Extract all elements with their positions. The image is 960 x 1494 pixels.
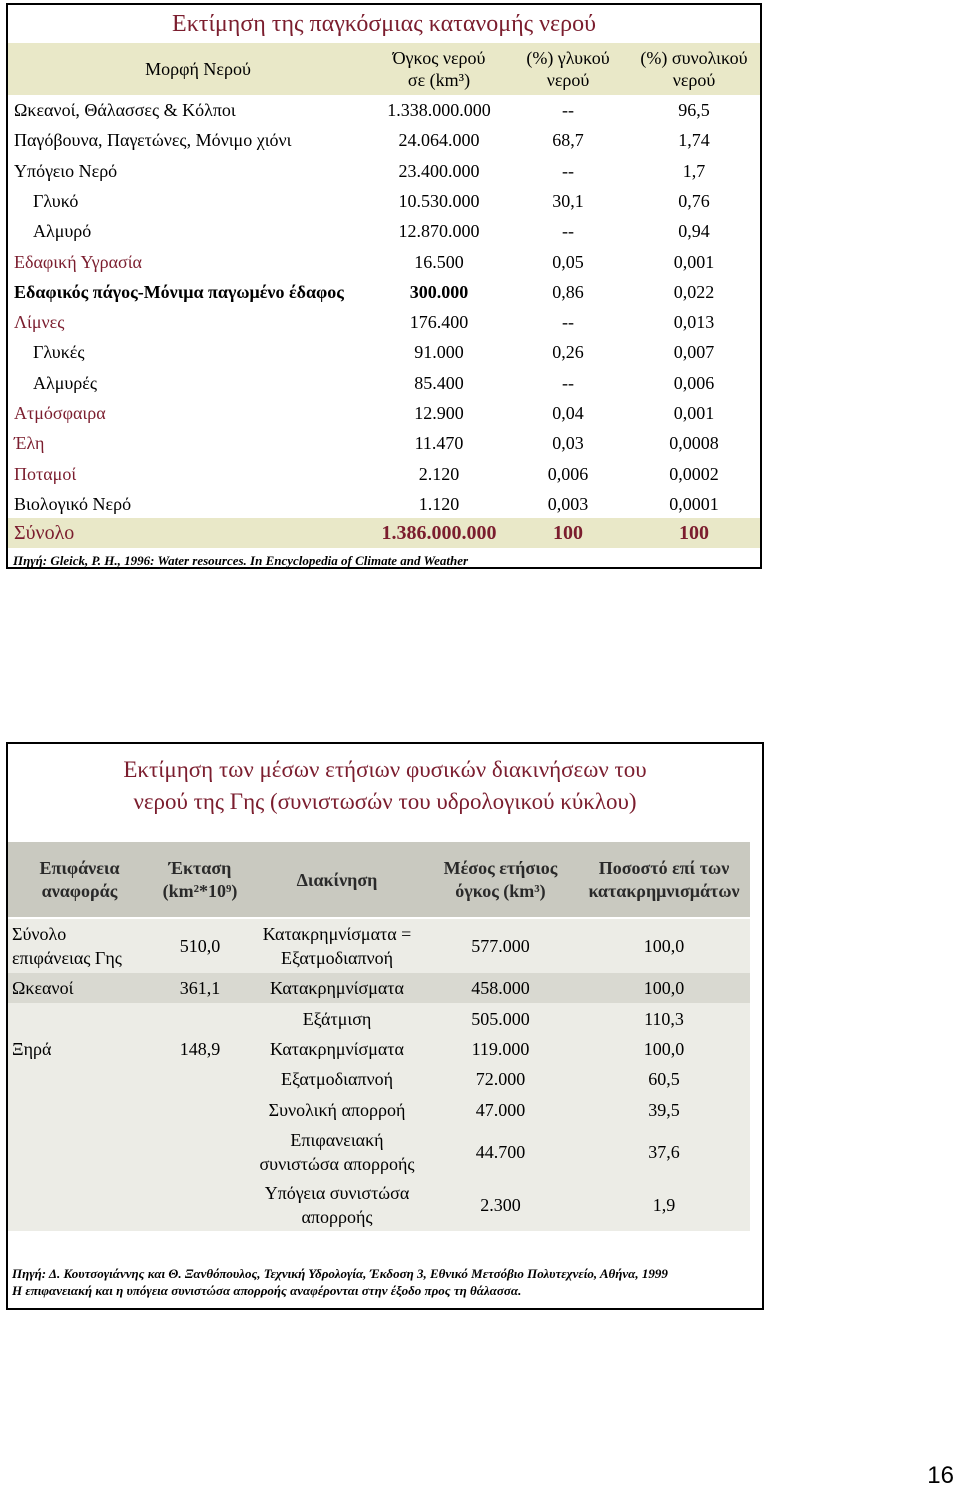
row-total-pct: 1,74 xyxy=(678,130,710,151)
row-fresh-pct: 0,003 xyxy=(547,493,589,514)
table-row xyxy=(8,307,760,337)
header-volume xyxy=(428,857,573,903)
row-area xyxy=(153,976,247,1000)
row-pct xyxy=(578,1037,750,1061)
table-header xyxy=(8,43,760,95)
row-area xyxy=(153,934,247,958)
header-volume xyxy=(380,47,498,91)
total-volume: 1.386.000.000 xyxy=(381,522,497,544)
row-total-pct: 0,001 xyxy=(673,251,715,272)
table-row xyxy=(8,1178,750,1231)
table-row xyxy=(8,1034,750,1064)
row-surface-line1: Σύνολο xyxy=(12,924,67,944)
header-surface-line1: Επιφάνεια xyxy=(39,858,120,878)
table-header xyxy=(8,842,750,917)
row-name: Ατμόσφαιρα xyxy=(14,403,106,423)
row-pct-value: 39,5 xyxy=(648,1099,680,1120)
row-area xyxy=(153,1037,247,1061)
table-row xyxy=(8,489,760,519)
header-total-line2: νερού xyxy=(672,70,716,90)
row-flow-line1: Εξατμοδιαπνοή xyxy=(280,1069,394,1089)
table-row xyxy=(8,95,760,125)
row-flow-line1: Υπόγεια συνιστώσα xyxy=(264,1182,410,1203)
row-fresh-pct: 0,86 xyxy=(552,281,584,302)
row-volume: 24.064.000 xyxy=(398,130,480,151)
row-volume: 91.000 xyxy=(414,342,464,363)
source-note: Πηγή: Gleick, P. H., 1996: Water resources. In Encyclopedia of Climate and Weather xyxy=(13,553,469,568)
row-volume-value: 72.000 xyxy=(475,1069,526,1089)
row-flow-line1: Επιφανειακή xyxy=(290,1129,384,1150)
row-total-pct: 1,7 xyxy=(682,160,706,181)
row-fresh-pct: -- xyxy=(562,312,574,333)
row-volume-value: 458.000 xyxy=(471,978,530,998)
row-name: Εδαφικός πάγος-Μόνιμα παγωμένο έδαφος xyxy=(14,281,344,302)
row-volume: 300.000 xyxy=(409,281,469,302)
row-fresh-pct: -- xyxy=(562,221,574,242)
row-fresh-pct: 0,006 xyxy=(547,463,589,484)
header-surface-line2: αναφοράς xyxy=(41,881,118,901)
row-volume: 16.500 xyxy=(414,251,464,272)
row-surface-line1: Ωκεανοί xyxy=(12,978,74,998)
row-volume xyxy=(428,1193,573,1217)
table-row xyxy=(8,156,760,186)
row-name: Γλυκές xyxy=(33,342,85,363)
row-volume-value: 119.000 xyxy=(471,1039,530,1059)
table-row xyxy=(8,1094,750,1125)
row-area-value: 361,1 xyxy=(179,978,221,998)
page-number: 16 xyxy=(927,1462,954,1489)
row-volume xyxy=(428,1140,573,1164)
table-row xyxy=(8,1003,750,1034)
water-cycle-slide xyxy=(6,742,764,1310)
row-volume: 2.120 xyxy=(418,463,460,484)
row-flow-line2: απορροής xyxy=(301,1206,373,1227)
row-volume-value: 577.000 xyxy=(471,936,530,956)
header-area xyxy=(153,857,247,903)
row-surface xyxy=(12,1037,51,1061)
header-form: Μορφή Νερού xyxy=(145,59,251,79)
row-flow-line1: Συνολική απορροή xyxy=(268,1099,406,1120)
row-fresh-pct: 30,1 xyxy=(552,190,584,211)
total-label: Σύνολο xyxy=(14,522,75,544)
row-flow-line1: Κατακρημνίσματα xyxy=(270,978,404,998)
row-fresh-pct: -- xyxy=(562,160,574,181)
row-fresh-pct: 0,03 xyxy=(552,433,584,454)
row-volume: 12.870.000 xyxy=(398,221,480,242)
row-volume xyxy=(428,1067,573,1091)
total-total: 100 xyxy=(679,522,709,544)
row-total-pct: 96,5 xyxy=(678,100,710,120)
row-name: Εδαφική Υγρασία xyxy=(14,251,142,272)
table-row xyxy=(8,1125,750,1178)
row-surface xyxy=(12,922,122,970)
header-total-pct xyxy=(628,47,760,91)
row-surface-line2: επιφάνειας Γης xyxy=(12,948,122,968)
row-pct-value: 100,0 xyxy=(643,1039,685,1059)
row-fresh-pct: -- xyxy=(562,100,574,120)
row-volume: 10.530.000 xyxy=(398,190,480,211)
row-fresh-pct: 68,7 xyxy=(552,130,584,151)
row-area-value: 510,0 xyxy=(179,936,221,956)
row-flow xyxy=(252,1037,422,1061)
row-flow xyxy=(252,1128,422,1176)
row-pct xyxy=(578,934,750,958)
row-volume xyxy=(428,1037,573,1061)
total-row xyxy=(8,518,760,548)
row-fresh-pct: 0,26 xyxy=(552,342,584,363)
row-name: Έλη xyxy=(14,433,45,454)
header-volume-line2: σε (km³) xyxy=(407,70,471,90)
row-total-pct: 0,0001 xyxy=(669,493,719,514)
row-pct-value: 100,0 xyxy=(643,978,685,998)
header-pct-line1: Ποσοστό επί των xyxy=(598,858,730,878)
header-surface xyxy=(12,857,147,903)
row-name: Λίμνες xyxy=(14,312,65,333)
row-volume: 85.400 xyxy=(414,372,464,393)
row-flow-line2: Εξατμοδιαπνοή xyxy=(280,948,394,968)
table-row xyxy=(8,919,750,973)
row-volume xyxy=(428,976,573,1000)
row-pct-value: 110,3 xyxy=(644,1008,684,1029)
header-volume-line1: Μέσος ετήσιος xyxy=(443,858,558,878)
row-pct xyxy=(578,1140,750,1164)
header-volume-line2: όγκος (km³) xyxy=(455,881,546,901)
row-pct xyxy=(578,1067,750,1091)
row-fresh-pct: 0,05 xyxy=(552,251,584,272)
row-volume xyxy=(428,934,573,958)
header-fresh-line2: νερού xyxy=(546,70,590,90)
row-name: Αλμυρές xyxy=(33,372,97,393)
row-flow-line1: Κατακρημνίσματα xyxy=(270,1039,404,1059)
row-pct-value: 37,6 xyxy=(648,1141,680,1162)
row-flow xyxy=(252,1067,422,1091)
row-total-pct: 0,007 xyxy=(673,342,715,363)
row-name: Παγόβουνα, Παγετώνες, Μόνιμο χιόνι xyxy=(14,130,292,151)
header-area-line1: Έκταση xyxy=(168,858,232,878)
row-volume: 11.470 xyxy=(414,433,464,454)
header-pct-line2: κατακρημνισμάτων xyxy=(588,881,740,901)
row-volume: 1.120 xyxy=(418,493,460,514)
table-row xyxy=(8,125,760,155)
table-row xyxy=(8,1064,750,1094)
row-pct-value: 100,0 xyxy=(643,936,685,956)
header-pct xyxy=(578,857,750,903)
row-pct xyxy=(578,1007,750,1031)
water-distribution-slide xyxy=(6,3,762,569)
row-total-pct: 0,76 xyxy=(678,190,710,211)
header-total-line1: (%) συνολικού xyxy=(640,48,748,68)
row-flow-line2: συνιστώσα απορροής xyxy=(259,1153,415,1174)
row-flow xyxy=(252,1007,422,1031)
row-pct xyxy=(578,976,750,1000)
header-volume-line1: Όγκος νερού xyxy=(392,48,486,68)
total-fresh: 100 xyxy=(553,522,583,544)
slide-title-line2: νερού της Γης (συνιστωσών του υδρολογικού κύκλου) xyxy=(133,789,637,814)
row-volume: 23.400.000 xyxy=(398,160,480,181)
row-surface xyxy=(12,976,73,1000)
table-row xyxy=(8,337,760,367)
row-volume: 12.900 xyxy=(414,403,464,423)
row-fresh-pct: 0,04 xyxy=(552,403,584,423)
row-pct xyxy=(578,1193,750,1217)
table-row xyxy=(8,186,760,216)
footnote: Η επιφανειακή και η υπόγεια συνιστώσα απορροής αναφέρονται στην έξοδο προς τη θάλασσα. xyxy=(12,1283,522,1298)
row-total-pct: 0,013 xyxy=(673,312,715,333)
table-row xyxy=(8,973,750,1003)
row-volume: 1.338.000.000 xyxy=(387,100,491,120)
row-total-pct: 0,94 xyxy=(678,221,710,242)
row-flow-line1: Εξάτμιση xyxy=(302,1008,372,1029)
row-name: Ωκεανοί, Θάλασσες & Κόλποι xyxy=(14,100,236,120)
table-row xyxy=(8,216,760,246)
row-volume: 176.400 xyxy=(409,312,469,333)
row-fresh-pct: -- xyxy=(562,372,574,393)
header-fresh-line1: (%) γλυκού xyxy=(526,48,610,68)
row-pct-value: 60,5 xyxy=(648,1069,680,1089)
row-total-pct: 0,001 xyxy=(673,403,715,423)
header-flow: Διακίνηση xyxy=(296,870,378,890)
row-name: Αλμυρό xyxy=(33,221,92,242)
row-volume-value: 505.000 xyxy=(471,1008,530,1029)
table-row xyxy=(8,428,760,458)
row-flow xyxy=(252,1098,422,1122)
row-volume-value: 47.000 xyxy=(475,1099,526,1120)
table-row xyxy=(8,247,760,277)
row-name: Βιολογικό Νερό xyxy=(14,493,132,514)
row-total-pct: 0,022 xyxy=(673,281,715,302)
row-volume-value: 44.700 xyxy=(475,1141,526,1162)
table-row xyxy=(8,368,760,398)
row-flow xyxy=(252,1181,422,1229)
row-volume-value: 2.300 xyxy=(480,1194,521,1215)
header-fresh-pct xyxy=(513,47,623,91)
row-pct-value: 1,9 xyxy=(652,1194,676,1215)
row-flow xyxy=(252,976,422,1000)
row-total-pct: 0,0002 xyxy=(669,463,719,484)
row-volume xyxy=(428,1098,573,1122)
row-flow-line1: Κατακρημνίσματα = xyxy=(262,924,412,944)
slide-title-line1: Εκτίμηση των μέσων ετήσιων φυσικών διακινήσεων του xyxy=(123,757,647,782)
source-note: Πηγή: Δ. Κουτσογιάννης και Θ. Ξανθόπουλος, Τεχνική Υδρολογία, Έκδοση 3, Εθνικό Μετσόβιο Πολυτεχνείο, Αθήνα, 1999 xyxy=(12,1266,668,1281)
header-area-line2: (km²*10⁹) xyxy=(162,881,238,901)
table-row xyxy=(8,277,760,307)
row-total-pct: 0,006 xyxy=(673,372,715,393)
row-name: Ποταμοί xyxy=(14,463,77,484)
slide-title xyxy=(8,750,762,818)
table-row xyxy=(8,459,760,489)
row-pct xyxy=(578,1098,750,1122)
row-volume xyxy=(428,1007,573,1031)
row-surface-line1: Ξηρά xyxy=(12,1039,52,1059)
slide-title: Εκτίμηση της παγκόσμιας κατανομής νερού xyxy=(172,11,596,37)
row-name: Υπόγειο Νερό xyxy=(14,160,118,181)
row-total-pct: 0,0008 xyxy=(669,433,719,454)
table-row xyxy=(8,398,760,428)
row-name: Γλυκό xyxy=(33,190,79,211)
row-flow xyxy=(252,922,422,970)
row-area-value: 148,9 xyxy=(179,1039,221,1059)
